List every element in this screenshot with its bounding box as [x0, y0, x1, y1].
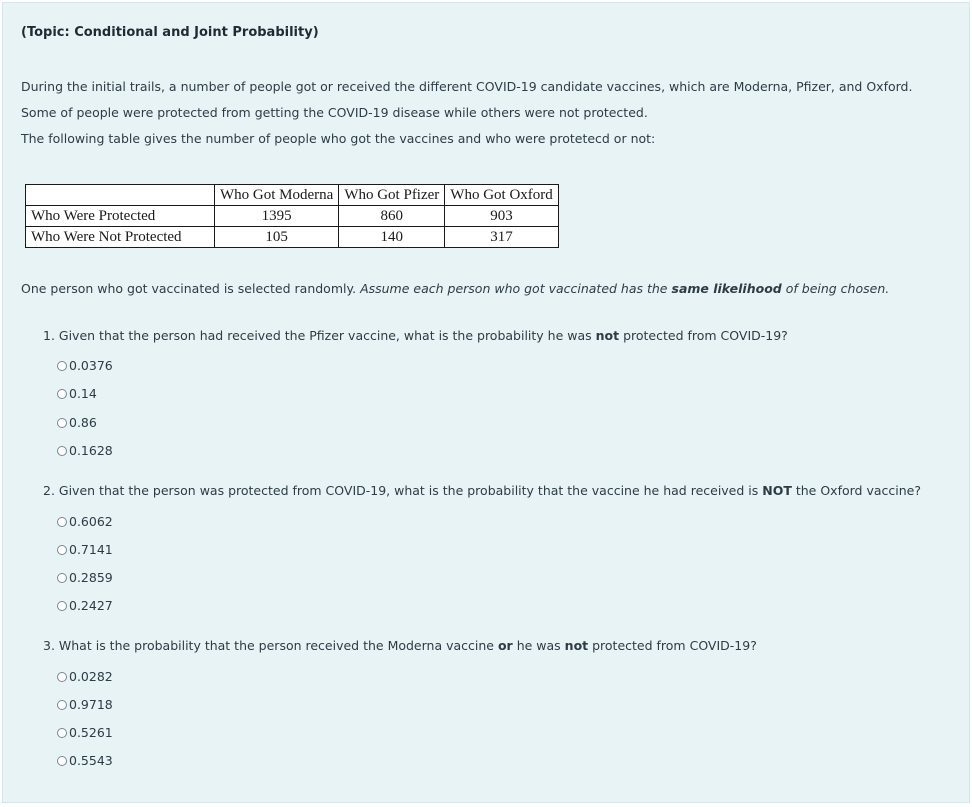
question-3-text-a: 3. What is the probability that the person received the Moderna vaccine [43, 638, 498, 653]
cell-notprotected-oxford: 317 [445, 227, 558, 248]
question-2 [43, 483, 921, 498]
option-label: 0.7141 [69, 542, 113, 557]
radio-icon[interactable] [57, 418, 67, 428]
q3-option-2[interactable] [57, 697, 113, 712]
table-header-row [26, 185, 559, 206]
option-label: 0.0376 [69, 358, 113, 373]
question-3-text-c: protected from COVID-19? [588, 638, 757, 653]
question-3 [43, 638, 757, 653]
row-label-protected: Who Were Protected [26, 206, 215, 227]
cell-protected-moderna: 1395 [215, 206, 339, 227]
header-pfizer: Who Got Pfizer [339, 185, 445, 206]
question-3-emphasis-or: or [497, 638, 513, 653]
q1-option-2[interactable] [57, 386, 97, 401]
question-2-text-b: the Oxford vaccine? [791, 483, 921, 498]
radio-icon[interactable] [57, 517, 67, 527]
selection-note [21, 281, 889, 296]
radio-icon[interactable] [57, 389, 67, 399]
q1-option-4[interactable] [57, 443, 113, 458]
row-label-not-protected: Who Were Not Protected [26, 227, 215, 248]
option-label: 0.9718 [69, 697, 113, 712]
question-2-text-a: 2. Given that the person was protected from COVID-19, what is the probability that the vaccine he had received is [43, 483, 763, 498]
question-panel [2, 2, 970, 803]
cell-protected-pfizer: 860 [339, 206, 445, 227]
cell-notprotected-moderna: 105 [215, 227, 339, 248]
option-label: 0.5543 [69, 753, 113, 768]
intro-line-3: The following table gives the number of people who got the vaccines and who were protetecd or not: [21, 131, 656, 146]
note-bold: same likelihood [671, 281, 782, 296]
cell-notprotected-pfizer: 140 [339, 227, 445, 248]
note-plain: One person who got vaccinated is selected randomly. [21, 281, 357, 296]
question-1-text-b: protected from COVID-19? [619, 328, 788, 343]
table-row [26, 206, 559, 227]
radio-icon[interactable] [57, 361, 67, 371]
header-moderna: Who Got Moderna [215, 185, 339, 206]
q3-option-1[interactable] [57, 669, 113, 684]
radio-icon[interactable] [57, 672, 67, 682]
intro-line-1: During the initial trails, a number of people got or received the different COVID-19 candidate vaccines, which are Moderna, Pfizer, and Oxford. [21, 79, 913, 94]
question-1-emphasis: not [595, 328, 620, 343]
option-label: 0.2859 [69, 570, 113, 585]
note-italic-start: Assume each person who got vaccinated has the [360, 281, 668, 296]
q2-option-4[interactable] [57, 598, 113, 613]
radio-icon[interactable] [57, 601, 67, 611]
option-label: 0.86 [69, 415, 97, 430]
intro-line-2: Some of people were protected from getting the COVID-19 disease while others were not protected. [21, 105, 648, 120]
radio-icon[interactable] [57, 756, 67, 766]
radio-icon[interactable] [57, 545, 67, 555]
radio-icon[interactable] [57, 700, 67, 710]
question-1-text-a: 1. Given that the person had received the Pfizer vaccine, what is the probability he was [43, 328, 596, 343]
question-1 [43, 328, 788, 343]
header-oxford: Who Got Oxford [445, 185, 558, 206]
table-corner-cell [26, 185, 215, 206]
radio-icon[interactable] [57, 728, 67, 738]
question-3-emphasis-not: not [564, 638, 589, 653]
option-label: 0.5261 [69, 725, 113, 740]
q3-option-4[interactable] [57, 753, 113, 768]
cell-protected-oxford: 903 [445, 206, 558, 227]
table-row [26, 227, 559, 248]
q2-option-1[interactable] [57, 514, 113, 529]
vaccine-table [25, 184, 559, 248]
radio-icon[interactable] [57, 573, 67, 583]
question-2-emphasis: NOT [762, 483, 792, 498]
q3-option-3[interactable] [57, 725, 113, 740]
option-label: 0.14 [69, 386, 97, 401]
option-label: 0.0282 [69, 669, 113, 684]
radio-icon[interactable] [57, 446, 67, 456]
note-italic-end: of being chosen. [785, 281, 890, 296]
option-label: 0.1628 [69, 443, 113, 458]
q2-option-3[interactable] [57, 570, 113, 585]
question-3-text-b: he was [512, 638, 565, 653]
q2-option-2[interactable] [57, 542, 113, 557]
topic-heading: (Topic: Conditional and Joint Probability) [21, 25, 319, 40]
q1-option-1[interactable] [57, 358, 113, 373]
option-label: 0.6062 [69, 514, 113, 529]
q1-option-3[interactable] [57, 415, 97, 430]
option-label: 0.2427 [69, 598, 113, 613]
